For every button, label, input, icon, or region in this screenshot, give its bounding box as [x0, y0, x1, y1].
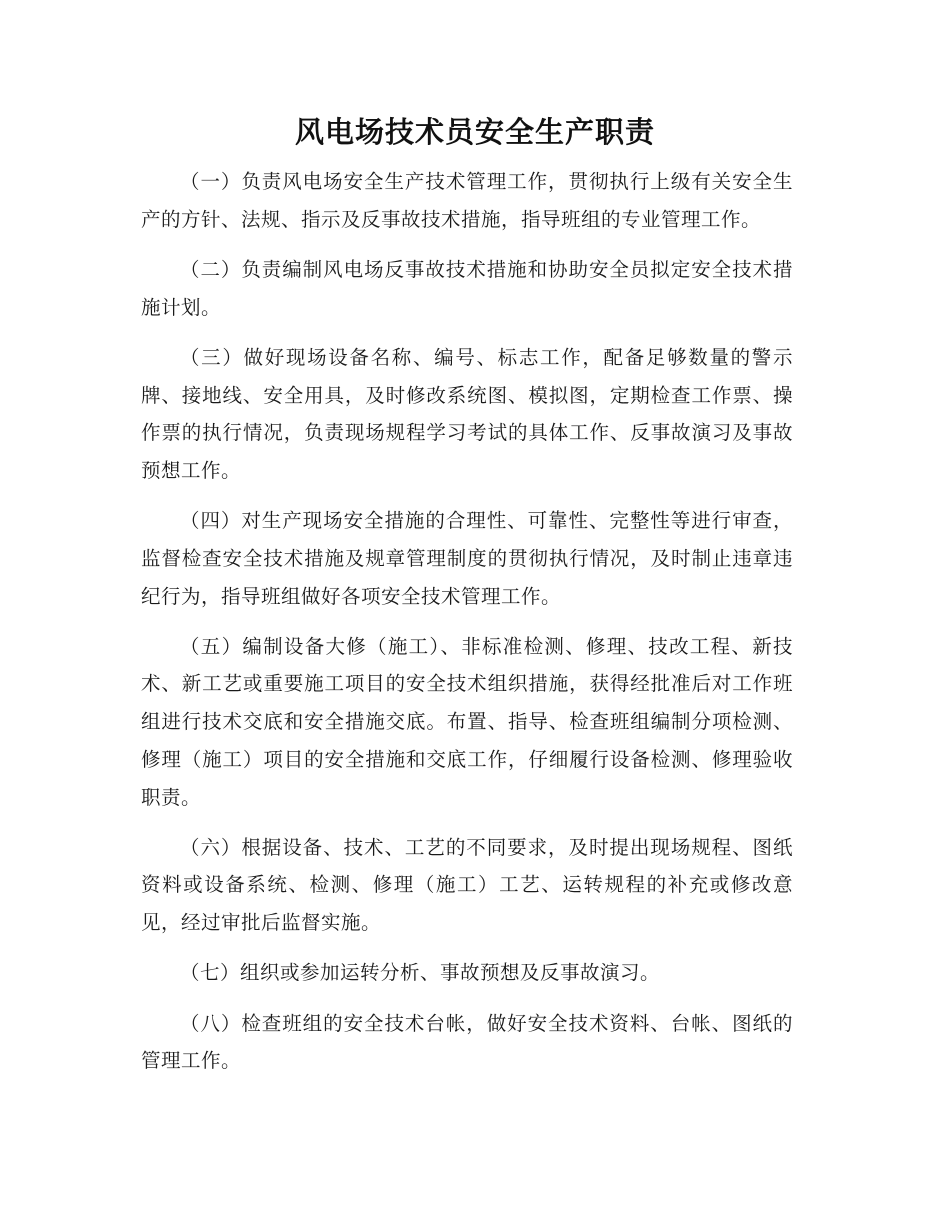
paragraph-5: （五）编制设备大修（施工）、非标准检测、修理、技改工程、新技术、新工艺或重要施工项目的安全技术组织措施，获得经批准后对工作班组进行技术交底和安全措施交底。布置、指导、检查班组编制分项检测、修理（施工）项目的安全措施和交底工作，仔细履行设备检测、修理验收职责。: [141, 634, 793, 809]
paragraph-4: （四）对生产现场安全措施的合理性、可靠性、完整性等进行审查，监督检查安全技术措施及规章管理制度的贯彻执行情况，及时制止违章违纪行为，指导班组做好各项安全技术管理工作。: [141, 509, 793, 608]
document-body: [141, 163, 793, 1092]
document-title: 风电场技术员安全生产职责: [294, 115, 655, 149]
paragraph-7: （七）组织或参加运转分析、事故预想及反事故演习。: [180, 961, 661, 985]
paragraph-6: （六）根据设备、技术、工艺的不同要求，及时提出现场规程、图纸资料或设备系统、检测、修理（施工）工艺、运转规程的补充或修改意见，经过审批后监督实施。: [141, 835, 793, 935]
paragraph-1: （一）负责风电场安全生产技术管理工作，贯彻执行上级有关安全生产的方针、法规、指示及反事故技术措施，指导班组的专业管理工作。: [141, 170, 793, 231]
paragraph-3: （三）做好现场设备名称、编号、标志工作，配备足够数量的警示牌、接地线、安全用具，及时修改系统图、模拟图，定期检查工作票、操作票的执行情况，负责现场规程学习考试的具体工作、反事故演习及事故预想工作。: [141, 345, 793, 482]
paragraph-2: （二）负责编制风电场反事故技术措施和协助安全员拟定安全技术措施计划。: [141, 257, 793, 319]
paragraph-8: （八）检查班组的安全技术台帐，做好安全技术资料、台帐、图纸的管理工作。: [141, 1011, 793, 1073]
